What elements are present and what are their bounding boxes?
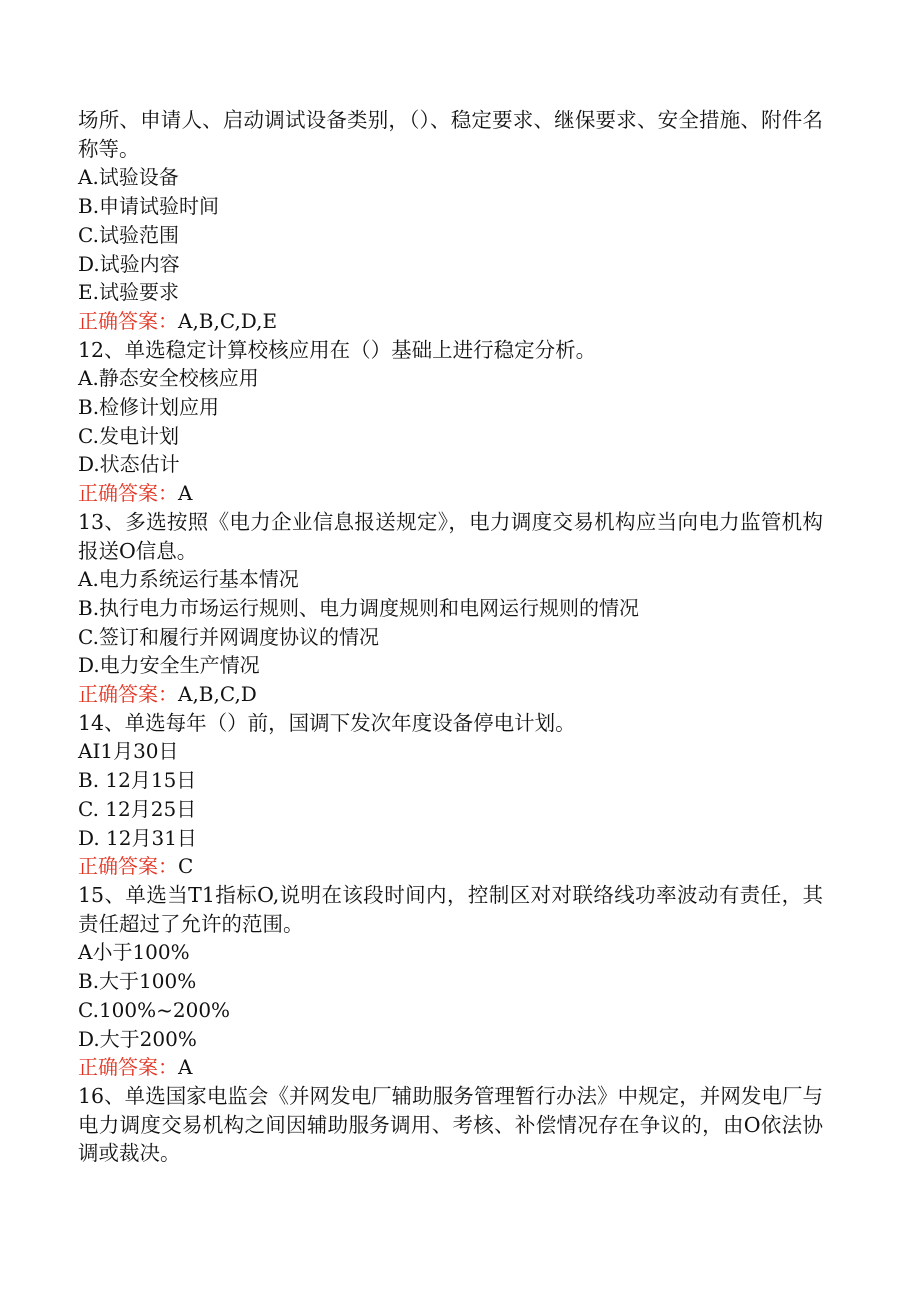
q16-stem: 16、单选国家电监会《并网发电厂辅助服务管理暂行办法》中规定，并网发电厂与电力调度交易机构之间因辅助服务调用、考核、补偿情况存在争议的，由O依法协调或裁决。 [78, 1083, 823, 1166]
q12-option-a: A.静态安全校核应用 [78, 366, 259, 391]
q12-stem: 12、单选稳定计算校核应用在（）基础上进行稳定分析。 [78, 337, 597, 362]
answer-label: 正确答案： [78, 854, 178, 879]
q12-option-c: C.发电计划 [78, 423, 179, 448]
q11-option-a: A.试验设备 [78, 165, 179, 190]
q13-answer [78, 680, 823, 709]
q11-option-b: B.申请试验时间 [78, 194, 220, 219]
answer-value: C [178, 854, 194, 879]
q15-answer [78, 1053, 823, 1082]
q12-option-b: B.检修计划应用 [78, 395, 220, 420]
answer-value: A [178, 481, 193, 506]
q14-stem: 14、单选每年（）前，国调下发次年度设备停电计划。 [78, 710, 576, 735]
q14-answer [78, 852, 823, 881]
q13-option-b: B.执行电力市场运行规则、电力调度规则和电网运行规则的情况 [78, 595, 640, 620]
q11-stem-tail: 场所、申请人、启动调试设备类别，（）、稳定要求、继保要求、安全措施、附件名称等。 [78, 108, 823, 161]
q11-option-e: E.试验要求 [78, 280, 179, 305]
q14-option-b: B. 12月15日 [78, 768, 197, 793]
q15-stem: 15、单选当T1指标O,说明在该段时间内，控制区对对联络线功率波动有责任，其责任超过了允许的范围。 [78, 882, 823, 936]
answer-label: 正确答案： [78, 481, 178, 506]
q13-option-d: D.电力安全生产情况 [78, 653, 260, 678]
q12-answer [78, 479, 823, 508]
q13-option-c: C.签订和履行并网调度协议的情况 [78, 624, 379, 649]
q15-option-a: A小于100% [78, 940, 190, 965]
answer-value: A [178, 1055, 193, 1080]
document-page [78, 106, 823, 1168]
answer-label: 正确答案： [78, 682, 178, 707]
q14-option-c: C. 12月25日 [78, 796, 197, 821]
answer-label: 正确答案： [78, 308, 178, 333]
q13-stem: 13、多选按照《电力企业信息报送规定》，电力调度交易机构应当向电力监管机构报送O信息。 [78, 509, 823, 563]
q14-option-a: AI1月30日 [78, 739, 179, 764]
q11-answer [78, 307, 823, 336]
q15-option-c: C.100%~200% [78, 997, 231, 1022]
answer-value: A,B,C,D,E [178, 308, 278, 333]
q11-option-c: C.试验范围 [78, 222, 179, 247]
q11-option-d: D.试验内容 [78, 251, 180, 276]
q12-option-d: D.状态估计 [78, 452, 180, 477]
q13-option-a: A.电力系统运行基本情况 [78, 567, 299, 592]
answer-value: A,B,C,D [178, 682, 257, 707]
q14-option-d: D. 12月31日 [78, 825, 197, 850]
q15-option-b: B.大于100% [78, 969, 197, 994]
q15-option-d: D.大于200% [78, 1026, 197, 1051]
answer-label: 正确答案： [78, 1055, 178, 1080]
